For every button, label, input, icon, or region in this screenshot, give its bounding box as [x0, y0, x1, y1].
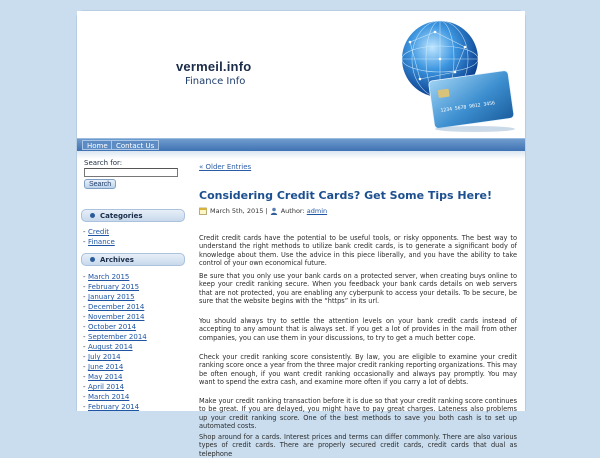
post-paragraph: Make your credit ranking transaction before it is due so that your credit ranking score continues to be great. If you are delayed, you might have to pay great charges. Lateness also problems up your credit ranking score. One of the best methods to save you both cash is to set up automated costs.	[199, 397, 517, 431]
post-date: March 5th, 2015	[210, 207, 264, 215]
archives-title: Archives	[100, 256, 134, 264]
categories-heading	[81, 209, 185, 222]
category-link[interactable]: Finance	[88, 238, 115, 246]
bullet-icon	[90, 257, 95, 262]
archive-link[interactable]: January 2015	[88, 293, 135, 301]
author-label: Author:	[280, 207, 305, 215]
archive-link[interactable]: September 2014	[88, 333, 147, 341]
nav-contact-us[interactable]: Contact Us	[111, 140, 159, 150]
post-title[interactable]: Considering Credit Cards? Get Some Tips Here!	[199, 189, 492, 202]
archive-link[interactable]: February 2014	[88, 403, 140, 411]
calendar-icon	[199, 207, 207, 215]
list-item	[81, 402, 147, 412]
archives-heading	[81, 253, 185, 266]
site-description: Finance Info	[185, 76, 246, 87]
user-icon	[270, 207, 278, 215]
archive-link[interactable]: December 2014	[88, 303, 145, 311]
page-container	[76, 10, 526, 458]
list-item	[81, 282, 147, 292]
meta-separator: |	[265, 207, 268, 215]
archive-link[interactable]: March 2015	[88, 273, 130, 281]
main-navigation	[77, 138, 525, 152]
post-paragraph: You should always try to settle the attention levels on your bank credit cards instead of accepting to any amount that is always set. If you get a lot of provides in the mail from other companies, you can use them in your discussions, to try to get a much better cope.	[199, 317, 517, 342]
archives-list	[81, 272, 147, 412]
search-button[interactable]: Search	[84, 179, 116, 189]
bullet-icon	[90, 213, 95, 218]
globe-credit-card-icon	[395, 17, 521, 137]
list-item	[81, 227, 115, 237]
category-link[interactable]: Credit	[88, 228, 110, 236]
list-item	[81, 342, 147, 352]
svg-text:1234 5678 9012 3456: 1234 5678 9012 3456	[440, 101, 496, 114]
list-item	[81, 352, 147, 362]
list-item	[81, 372, 147, 382]
older-entries-link[interactable]: « Older Entries	[199, 163, 252, 171]
list-item	[81, 362, 147, 372]
archive-link[interactable]: July 2014	[88, 353, 121, 361]
site-header	[77, 11, 525, 138]
archive-link[interactable]: June 2014	[88, 363, 124, 371]
list-item	[81, 272, 147, 282]
list-item	[81, 312, 147, 322]
site-title[interactable]: vermeil.info	[176, 59, 252, 74]
archive-link[interactable]: May 2014	[88, 373, 123, 381]
post-meta	[199, 207, 327, 215]
post-paragraph: Check your credit ranking score consistently. By law, you are eligible to examine your credit ranking score once a year from the three major credit ranking reporting organizations. This may be often enough, if you want credit ranking occasionally and always pay promptly. You may want to spend the extra cash, and examine more often if you carry a lot of debts.	[199, 353, 517, 387]
categories-list	[81, 227, 115, 247]
categories-title: Categories	[100, 212, 143, 220]
list-item	[81, 332, 147, 342]
archive-link[interactable]: October 2014	[88, 323, 137, 331]
post-paragraph: Shop around for a cards. Interest prices and terms can differ commonly. There are also various types of credit cards. There are properly secured credit cards, credit cards that dual as telephone	[199, 433, 517, 458]
archive-link[interactable]: August 2014	[88, 343, 133, 351]
archive-link[interactable]: April 2014	[88, 383, 125, 391]
archive-link[interactable]: November 2014	[88, 313, 145, 321]
list-item	[81, 292, 147, 302]
search-input[interactable]	[84, 168, 178, 177]
post-paragraph: Be sure that you only use your bank cards on a protected server, when creating buys online to keep your credit ranking secure. When you feedback your bank cards details on web servers that are not protected, you are enabling any cyberpunk to access your details. To be secure, be sure that the website begins with the “https” in its url.	[199, 272, 517, 306]
author-link[interactable]: admin	[306, 207, 328, 215]
list-item	[81, 382, 147, 392]
archive-link[interactable]: February 2015	[88, 283, 140, 291]
nav-home[interactable]: Home	[82, 140, 113, 150]
list-item	[81, 322, 147, 332]
list-item	[81, 302, 147, 312]
list-item	[81, 237, 115, 247]
list-item	[81, 392, 147, 402]
search-label: Search for:	[84, 159, 123, 167]
nav-shadow	[77, 151, 525, 159]
post-paragraph: Credit credit cards have the potential to be useful tools, or risky opponents. The best way to understand the right methods to utilize bank credit cards, is to generate a significant body of knowledge about them. Use the advice in this piece liberally, and you have the ability to take control of your own economical future.	[199, 234, 517, 268]
archive-link[interactable]: March 2014	[88, 393, 130, 401]
